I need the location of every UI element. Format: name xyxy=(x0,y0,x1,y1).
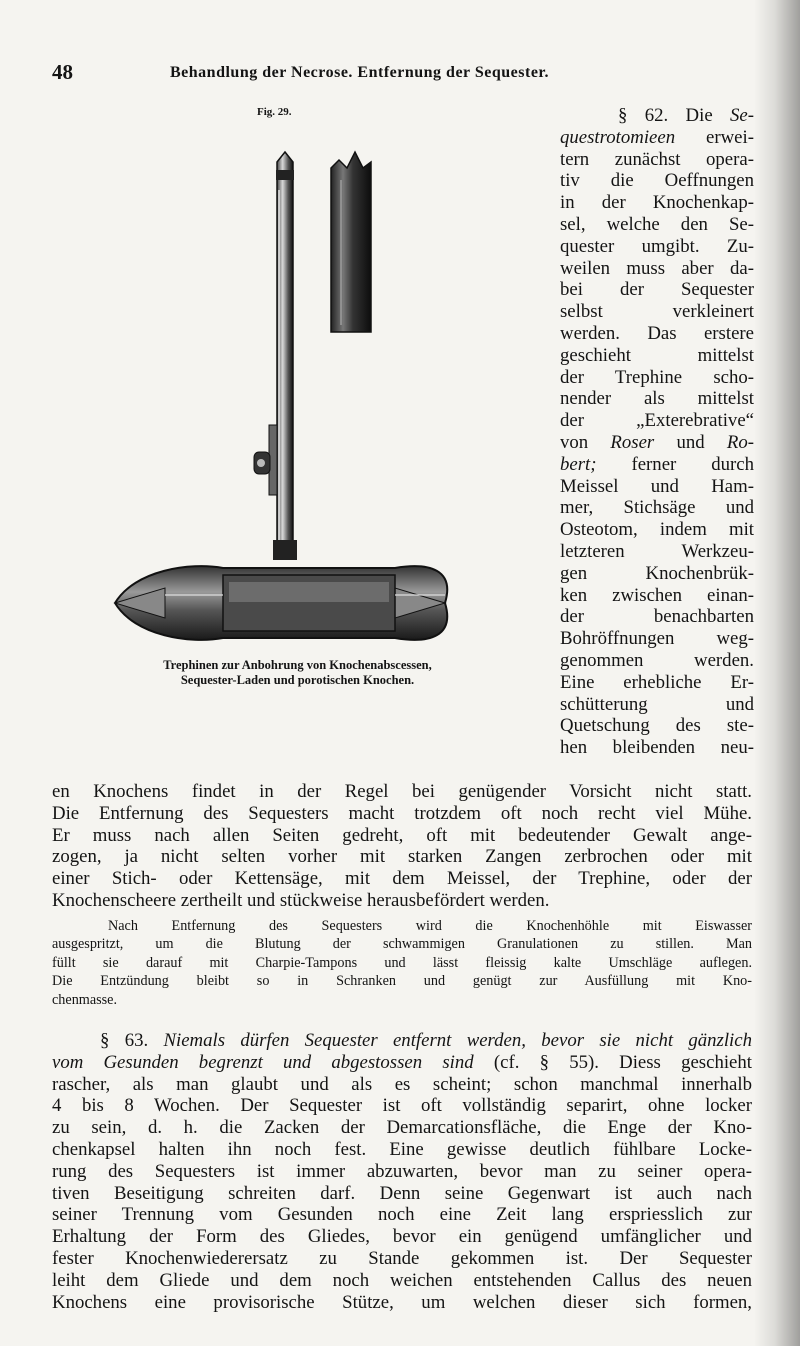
column-line: Bohröffnungen weg- xyxy=(560,628,754,650)
paragraph-line: rung des Sequesters ist immer abzuwarten, bevor man zu seiner opera- xyxy=(52,1160,752,1182)
paragraph-sequester-removal xyxy=(52,781,752,912)
column-line: in der Knochenkap- xyxy=(560,192,754,214)
paragraph-line: seiner Trennung vom Gesunden noch eine Zeit lang erspriesslich zur xyxy=(52,1204,752,1226)
column-line: der benachbarten xyxy=(560,606,754,628)
caption-line: Sequester-Laden und porotischen Knochen. xyxy=(180,673,415,687)
column-line: von Roser und Ro- xyxy=(560,431,754,453)
paragraph-line: zogen, ja nicht selten vorher mit starken Zangen zerbrochen oder mit xyxy=(52,846,752,868)
figure-caption xyxy=(95,658,500,688)
note-line: chenmasse. xyxy=(52,991,118,1008)
column-line: der „Exterebrative“ xyxy=(560,410,754,432)
section-62-column xyxy=(560,105,754,759)
paragraph-line: chenkapsel halten ihn noch fest. Eine gewisse deutlich fühlbare Locke- xyxy=(52,1138,752,1160)
column-line: letzteren Werkzeu- xyxy=(560,540,754,562)
column-line: bert; ferner durch xyxy=(560,453,754,475)
column-line: quester umgibt. Zu- xyxy=(560,235,754,257)
small-print-note xyxy=(52,917,752,1009)
trephine-illustration xyxy=(95,100,500,655)
column-line: mer, Stichsäge und xyxy=(560,497,754,519)
column-line: gen Knochenbrük- xyxy=(560,562,754,584)
column-line: Quetschung des ste- xyxy=(560,715,754,737)
paragraph-line: Knochenscheere zertheilt und stückweise herausbefördert werden. xyxy=(52,889,550,911)
column-line: schütterung und xyxy=(560,693,754,715)
running-title: Behandlung der Necrose. Entfernung der Sequester. xyxy=(170,64,550,81)
paragraph-line: § 63. Niemals dürfen Sequester entfernt werden, bevor sie nicht gänzlich xyxy=(100,1030,752,1051)
trephine-crown xyxy=(331,152,371,332)
paragraph-line: einer Stich- oder Kettensäge, mit dem Meissel, der Trephine, oder der xyxy=(52,868,752,890)
page-number: 48 xyxy=(52,60,73,84)
column-line: ken zwischen einan- xyxy=(560,584,754,606)
column-line: Meissel und Ham- xyxy=(560,475,754,497)
column-line: hen bleibenden neu- xyxy=(560,737,754,759)
note-line: Nach Entfernung des Sequesters wird die Knochenhöhle mit Eiswasser xyxy=(108,918,752,934)
column-line: § 62. Die Se- xyxy=(618,105,754,126)
page-header xyxy=(52,60,752,90)
page-gutter-shadow xyxy=(754,0,800,1346)
paragraph-line: tiven Beseitigung schreiten darf. Denn seine Gegenwart ist auch nach xyxy=(52,1182,752,1204)
trephine-handle xyxy=(115,566,447,640)
column-line: genommen werden. xyxy=(560,649,754,671)
caption-line: Trephinen zur Anbohrung von Knochenabscessen, xyxy=(163,658,432,672)
column-line: tiv die Oeffnungen xyxy=(560,170,754,192)
paragraph-line: en Knochens findet in der Regel bei genügender Vorsicht nicht statt. xyxy=(52,781,752,802)
column-line: tern zunächst opera- xyxy=(560,148,754,170)
trephine-rod xyxy=(254,152,297,560)
paragraph-line: Er muss nach allen Seiten gedreht, oft mit bedeutender Gewalt ange- xyxy=(52,824,752,846)
figure-29 xyxy=(95,100,500,690)
paragraph-line: vom Gesunden begrenzt und abgestossen sind (cf. § 55). Diess geschieht xyxy=(52,1051,752,1073)
column-line: nender als mittelst xyxy=(560,388,754,410)
note-line: ausgespritzt, um die Blutung der schwammigen Granulationen zu stillen. Man xyxy=(52,936,752,953)
section-63 xyxy=(52,1030,752,1313)
column-line: questrotomieen erwei- xyxy=(560,126,754,148)
column-line: geschieht mittelst xyxy=(560,344,754,366)
paragraph-line: fester Knochenwiederersatz zu Stande gekommen ist. Der Sequester xyxy=(52,1247,752,1269)
paragraph-line: Die Entfernung des Sequesters macht trotzdem oft noch recht viel Mühe. xyxy=(52,802,752,824)
note-line: Die Entzündung bleibt so in Schranken und genügt zur Ausfüllung mit Kno- xyxy=(52,973,752,990)
column-line: Eine erhebliche Er- xyxy=(560,671,754,693)
paragraph-line: Erhaltung der Form des Gliedes, bevor ein genügend umfänglicher und xyxy=(52,1226,752,1248)
note-line: füllt sie darauf mit Charpie-Tampons und lässt fleissig kalte Umschläge auflegen. xyxy=(52,954,752,971)
paragraph-line: Knochens eine provisorische Stütze, um welchen dieser sich formen, xyxy=(52,1291,752,1313)
column-line: selbst verkleinert xyxy=(560,301,754,323)
paragraph-line: leiht dem Gliede und dem noch weichen entstehenden Callus des neuen xyxy=(52,1269,752,1291)
column-line: bei der Sequester xyxy=(560,279,754,301)
column-line: sel, welche den Se- xyxy=(560,213,754,235)
column-line: der Trephine scho- xyxy=(560,366,754,388)
paragraph-line: 4 bis 8 Wochen. Der Sequester ist oft vollständig separirt, ohne locker xyxy=(52,1095,752,1117)
column-line: Osteotom, indem mit xyxy=(560,519,754,541)
column-line: weilen muss aber da- xyxy=(560,257,754,279)
paragraph-line: zu sein, d. h. die Zacken der Demarcationsfläche, die Enge der Kno- xyxy=(52,1117,752,1139)
column-line: werden. Das erstere xyxy=(560,322,754,344)
paragraph-line: rascher, als man glaubt und als es scheint; schon manchmal innerhalb xyxy=(52,1073,752,1095)
figure-label: Fig. 29. xyxy=(257,106,292,118)
